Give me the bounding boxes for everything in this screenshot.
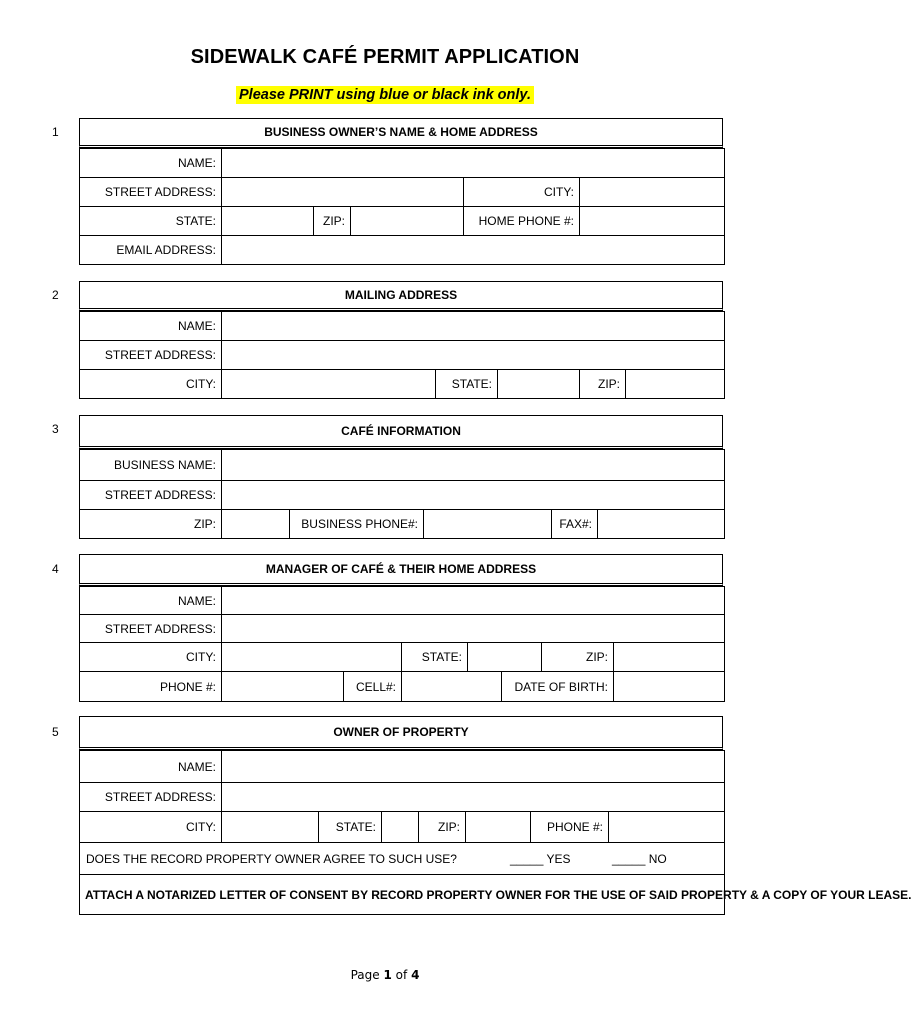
- cafe-zip-field[interactable]: [222, 510, 290, 539]
- property-owner-street-label: STREET ADDRESS:: [80, 783, 222, 812]
- form-title: SIDEWALK CAFÉ PERMIT APPLICATION: [190, 46, 580, 68]
- mailing-city-field[interactable]: [222, 370, 436, 399]
- manager-zip-field[interactable]: [614, 643, 725, 672]
- manager-street-field[interactable]: [222, 615, 725, 643]
- fax-field[interactable]: [598, 510, 725, 539]
- section-heading-4: MANAGER OF CAFÉ & THEIR HOME ADDRESS: [79, 554, 723, 586]
- manager-zip-label: ZIP:: [542, 643, 614, 672]
- owner-state-label: STATE:: [80, 207, 222, 236]
- mailing-state-label: STATE:: [436, 370, 498, 399]
- business-phone-field[interactable]: [424, 510, 552, 539]
- owner-home-phone-label: HOME PHONE #:: [464, 207, 580, 236]
- manager-state-field[interactable]: [468, 643, 542, 672]
- property-owner-name-label: NAME:: [80, 751, 222, 783]
- mailing-city-label: CITY:: [80, 370, 222, 399]
- owner-email-label: EMAIL ADDRESS:: [80, 236, 222, 265]
- property-owner-state-label: STATE:: [319, 812, 382, 843]
- property-owner-street-field[interactable]: [222, 783, 725, 812]
- property-owner-state-field[interactable]: [382, 812, 419, 843]
- cafe-street-label: STREET ADDRESS:: [80, 481, 222, 510]
- agree-no-option[interactable]: _____ NO: [612, 851, 667, 866]
- business-name-field[interactable]: [222, 450, 725, 481]
- notarized-letter-notice: ATTACH A NOTARIZED LETTER OF CONSENT BY RECORD PROPERTY OWNER FOR THE USE OF SAID PROPERTY & A COPY OF YOUR LEASE.: [80, 875, 725, 915]
- mailing-zip-field[interactable]: [626, 370, 725, 399]
- section-heading-1: BUSINESS OWNER’S NAME & HOME ADDRESS: [79, 118, 723, 148]
- manager-city-field[interactable]: [222, 643, 402, 672]
- page-total: 4: [411, 968, 420, 982]
- section-number-2: 2: [52, 288, 59, 302]
- owner-state-field[interactable]: [222, 207, 314, 236]
- owner-agreement-question: DOES THE RECORD PROPERTY OWNER AGREE TO SUCH USE?: [86, 851, 457, 866]
- owner-street-field[interactable]: [222, 178, 464, 207]
- mailing-name-label: NAME:: [80, 312, 222, 341]
- manager-city-label: CITY:: [80, 643, 222, 672]
- property-owner-zip-field[interactable]: [466, 812, 531, 843]
- section-5-table: [79, 750, 912, 915]
- mailing-street-label: STREET ADDRESS:: [80, 341, 222, 370]
- business-name-label: BUSINESS NAME:: [80, 450, 222, 481]
- section-3-table: [79, 449, 725, 539]
- section-heading-2: MAILING ADDRESS: [79, 281, 723, 311]
- property-owner-phone-label: PHONE #:: [531, 812, 609, 843]
- mailing-street-field[interactable]: [222, 341, 725, 370]
- section-number-1: 1: [52, 125, 59, 139]
- section-number-4: 4: [52, 562, 59, 576]
- section-2-table: [79, 311, 725, 399]
- manager-phone-label: PHONE #:: [80, 672, 222, 702]
- manager-state-label: STATE:: [402, 643, 468, 672]
- manager-dob-field[interactable]: [614, 672, 725, 702]
- manager-cell-field[interactable]: [402, 672, 502, 702]
- manager-phone-field[interactable]: [222, 672, 344, 702]
- owner-agreement-row: [80, 843, 725, 875]
- owner-name-field[interactable]: [222, 149, 725, 178]
- manager-dob-label: DATE OF BIRTH:: [502, 672, 614, 702]
- owner-home-phone-field[interactable]: [580, 207, 725, 236]
- section-heading-5: OWNER OF PROPERTY: [79, 716, 723, 750]
- property-owner-name-field[interactable]: [222, 751, 725, 783]
- owner-street-label: STREET ADDRESS:: [80, 178, 222, 207]
- owner-zip-label: ZIP:: [314, 207, 351, 236]
- property-owner-phone-field[interactable]: [609, 812, 725, 843]
- manager-name-label: NAME:: [80, 587, 222, 615]
- instruction-wrapper: [0, 86, 770, 104]
- cafe-street-field[interactable]: [222, 481, 725, 510]
- mailing-name-field[interactable]: [222, 312, 725, 341]
- manager-name-field[interactable]: [222, 587, 725, 615]
- page-footer: [0, 968, 770, 982]
- mailing-zip-label: ZIP:: [580, 370, 626, 399]
- section-number-3: 3: [52, 422, 59, 436]
- section-number-5: 5: [52, 725, 59, 739]
- property-owner-city-field[interactable]: [222, 812, 319, 843]
- print-instruction: Please PRINT using blue or black ink only.: [236, 86, 534, 104]
- owner-zip-field[interactable]: [351, 207, 464, 236]
- owner-city-label: CITY:: [464, 178, 580, 207]
- agree-yes-option[interactable]: _____ YES: [510, 851, 571, 866]
- manager-cell-label: CELL#:: [344, 672, 402, 702]
- cafe-zip-label: ZIP:: [80, 510, 222, 539]
- manager-street-label: STREET ADDRESS:: [80, 615, 222, 643]
- section-1-table: [79, 148, 725, 265]
- section-4-table: [79, 586, 725, 702]
- page-word: Page: [350, 968, 380, 982]
- owner-city-field[interactable]: [580, 178, 725, 207]
- property-owner-city-label: CITY:: [80, 812, 222, 843]
- of-word: of: [395, 968, 408, 982]
- owner-email-field[interactable]: [222, 236, 725, 265]
- business-phone-label: BUSINESS PHONE#:: [290, 510, 424, 539]
- page-current: 1: [383, 968, 392, 982]
- mailing-state-field[interactable]: [498, 370, 580, 399]
- section-heading-3: CAFÉ INFORMATION: [79, 415, 723, 449]
- owner-name-label: NAME:: [80, 149, 222, 178]
- fax-label: FAX#:: [552, 510, 598, 539]
- property-owner-zip-label: ZIP:: [419, 812, 466, 843]
